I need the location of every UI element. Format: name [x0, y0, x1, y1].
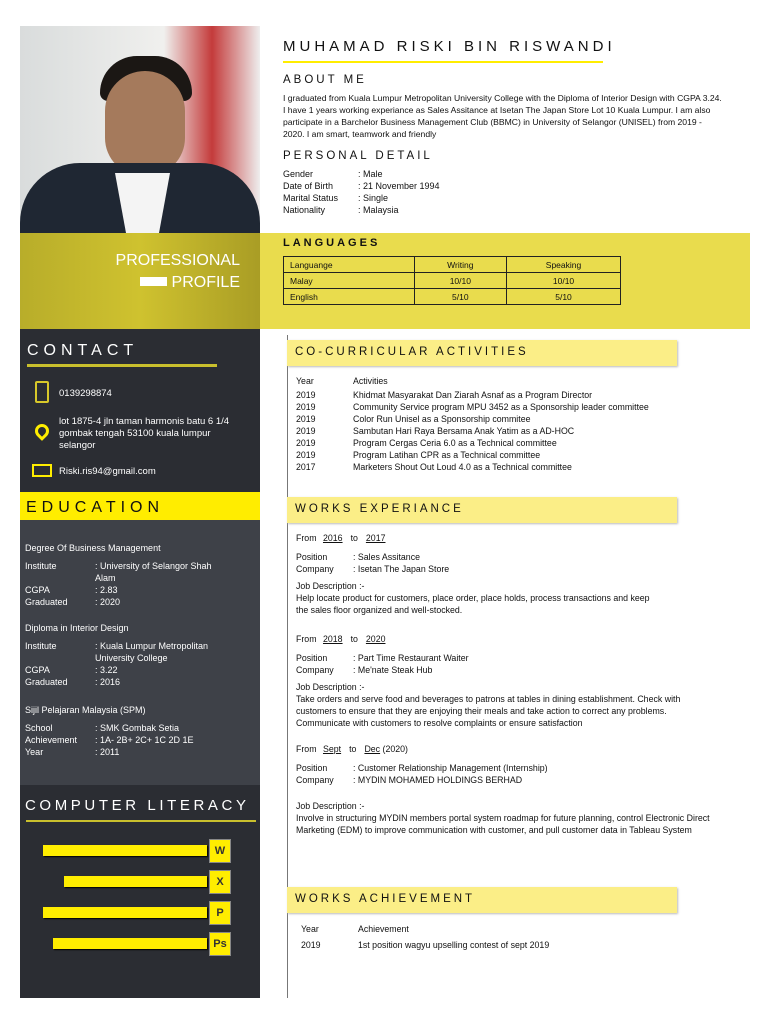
- personal-value: : Male: [358, 169, 383, 179]
- cocurricular-row: [296, 389, 649, 401]
- education-degree: Degree Of Business Management: [25, 543, 161, 553]
- skill-p-icon: P: [209, 901, 231, 925]
- cocurricular-activity: Marketers Shout Out Loud 4.0 as a Technical committee: [353, 462, 572, 472]
- cocurricular-year: 2019: [296, 426, 316, 436]
- achievement-year-header: Year: [301, 924, 319, 934]
- skill-bar-x: [64, 876, 207, 887]
- education-value: : 2020: [95, 597, 121, 607]
- profile-banner-bar: [140, 277, 167, 286]
- achievement-title: WORKS ACHIEVEMENT: [295, 893, 476, 905]
- works-header: [287, 497, 677, 523]
- work-from-label: From: [296, 634, 317, 644]
- education-value: : 2011: [95, 747, 120, 757]
- work-company-row: [296, 774, 716, 786]
- education-label: Graduated: [25, 677, 68, 687]
- work-from-label: From: [296, 744, 317, 754]
- education-label: School: [25, 723, 53, 733]
- work-position: : Customer Relationship Management (Internship): [353, 763, 548, 773]
- work-from: 2018: [322, 634, 343, 644]
- work-from: Sept: [322, 744, 342, 754]
- education-row: [25, 596, 257, 608]
- education-degree: Sijil Pelajaran Malaysia (SPM): [25, 705, 146, 715]
- full-name: MUHAMAD RISKI BIN RISWANDI: [283, 38, 616, 55]
- work-desc: Help locate product for customers, place order, place holds, process transactions and keep the sales floor organized and well-stocked.: [296, 593, 650, 615]
- personal-label: Nationality: [283, 205, 326, 215]
- work-position-label: Position: [296, 552, 328, 562]
- education-value: : 1A- 2B+ 2C+ 1C 2D 1E: [95, 735, 194, 745]
- cocurricular-title: CO-CURRICULAR ACTIVITIES: [295, 346, 529, 358]
- work-company-label: Company: [296, 564, 334, 574]
- education-degree: Diploma in Interior Design: [25, 623, 129, 633]
- education-value: : SMK Gombak Setia: [95, 723, 180, 733]
- work-to: Dec: [364, 744, 381, 754]
- education-value: : 2.83: [95, 585, 118, 595]
- cocurricular-list: [296, 375, 649, 473]
- personal-value: : 21 November 1994: [358, 181, 440, 191]
- work-desc: Involve in structuring MYDIN members portal system roadmap for future planning, control Electronic Direct Marketing (EDM) to improve communication with customer, and pull customer data in Tableau System: [296, 813, 710, 835]
- education-label: CGPA: [25, 665, 50, 675]
- work-period-extra: (2020): [380, 744, 408, 754]
- work-entry: [296, 633, 716, 729]
- work-to: 2017: [365, 533, 386, 543]
- skill-bar-ps: [53, 938, 207, 949]
- education-title: EDUCATION: [26, 499, 165, 516]
- education-value: : 3.22: [95, 665, 118, 675]
- work-company-label: Company: [296, 775, 334, 785]
- personal-row: [283, 192, 440, 204]
- work-to: 2020: [365, 634, 386, 644]
- personal-row: [283, 168, 440, 180]
- achievement-header-label: Achievement: [358, 924, 409, 934]
- languages-row: [284, 289, 621, 305]
- work-position-row: [296, 762, 716, 774]
- cocurricular-row: [296, 425, 649, 437]
- education-label: Graduated: [25, 597, 68, 607]
- education-row: [25, 584, 257, 596]
- cocurricular-header-row: [296, 375, 649, 387]
- work-period: [296, 743, 716, 755]
- work-entry: [296, 532, 716, 616]
- education-label: Achievement: [25, 735, 78, 745]
- languages-header-cell: Languange: [284, 257, 415, 273]
- achievement-year: 2019: [301, 940, 321, 950]
- skill-ps-icon: Ps: [209, 932, 231, 956]
- cocurricular-activity-header: Activities: [353, 376, 388, 386]
- education-list: [25, 542, 257, 772]
- personal-value: : Single: [358, 193, 389, 203]
- education-value: : University of Selangor Shah Alam: [95, 561, 212, 583]
- about-title: ABOUT ME: [283, 74, 367, 86]
- languages-title: LANGUAGES: [283, 237, 381, 249]
- contact-phone: 0139298874: [59, 388, 112, 399]
- cocurricular-activity: Color Run Unisel as a Sponsorship commitee: [353, 414, 531, 424]
- education-row: [25, 640, 257, 664]
- languages-header-row: [284, 257, 621, 273]
- work-position: : Part Time Restaurant Waiter: [353, 653, 469, 663]
- work-from-label: From: [296, 533, 317, 543]
- work-desc-label: Job Description :-: [296, 801, 365, 811]
- personal-label: Marital Status: [283, 193, 339, 203]
- education-row: [25, 734, 257, 746]
- phone-icon: [35, 381, 49, 403]
- profile-banner-line2: PROFILE: [171, 274, 240, 291]
- education-row: [25, 664, 257, 676]
- profile-photo: [20, 26, 260, 233]
- education-label: CGPA: [25, 585, 50, 595]
- cocurricular-row: [296, 461, 649, 473]
- education-value: : Kuala Lumpur Metropolitan University College: [95, 641, 209, 663]
- work-position-row: [296, 551, 716, 563]
- personal-row: [283, 204, 440, 216]
- languages-cell: Malay: [284, 273, 415, 289]
- cocurricular-activity: Khidmat Masyarakat Dan Ziarah Asnaf as a Program Director: [353, 390, 593, 400]
- languages-table: [283, 256, 621, 305]
- cocurricular-row: [296, 437, 649, 449]
- work-company-row: [296, 563, 716, 575]
- education-entry: [25, 542, 257, 608]
- languages-cell: English: [284, 289, 415, 305]
- education-row: [25, 676, 257, 688]
- work-company-row: [296, 664, 716, 676]
- work-to-label: to: [350, 634, 358, 644]
- cocurricular-activity: Program Latihan CPR as a Technical committee: [353, 450, 541, 460]
- personal-label: Gender: [283, 169, 314, 179]
- work-company-label: Company: [296, 665, 334, 675]
- work-desc-label: Job Description :-: [296, 581, 365, 591]
- cocurricular-year: 2019: [296, 390, 316, 400]
- education-row: [25, 722, 257, 734]
- education-entry: [25, 704, 257, 758]
- education-row: [25, 560, 257, 584]
- cocurricular-year: 2019: [296, 438, 316, 448]
- personal-value: : Malaysia: [358, 205, 399, 215]
- achievement-header-row: [301, 923, 549, 935]
- cocurricular-row: [296, 413, 649, 425]
- work-position-label: Position: [296, 653, 328, 663]
- works-list: [296, 532, 716, 850]
- contact-underline: [27, 364, 217, 367]
- education-value: : 2016: [95, 677, 121, 687]
- education-label: Institute: [25, 641, 57, 651]
- profile-banner-line1: PROFESSIONAL: [115, 252, 240, 269]
- languages-cell: 10/10: [414, 273, 506, 289]
- languages-cell: 5/10: [507, 289, 621, 305]
- work-desc-label: Job Description :-: [296, 682, 365, 692]
- cocurricular-activity: Community Service program MPU 3452 as a Sponsorship leader committee: [353, 402, 649, 412]
- skill-bar-w: [43, 845, 207, 856]
- languages-header-cell: Speaking: [507, 257, 621, 273]
- personal-label: Date of Birth: [283, 181, 334, 191]
- personal-title: PERSONAL DETAIL: [283, 150, 433, 162]
- languages-row: [284, 273, 621, 289]
- personal-row: [283, 180, 440, 192]
- education-label: Institute: [25, 561, 57, 571]
- work-position-row: [296, 652, 716, 664]
- cocurricular-year-header: Year: [296, 376, 314, 386]
- skill-bar-p: [43, 907, 207, 918]
- work-entry: [296, 743, 716, 836]
- education-row: [25, 746, 257, 758]
- work-to-label: to: [350, 533, 358, 543]
- achievement-text: 1st position wagyu upselling contest of sept 2019: [358, 940, 550, 950]
- work-period: [296, 532, 716, 544]
- achievement-row: [301, 939, 549, 951]
- computer-title: COMPUTER LITERACY: [25, 797, 250, 814]
- work-company: : Isetan The Japan Store: [353, 564, 450, 574]
- about-text: I graduated from Kuala Lumpur Metropolitan University College with the Diploma of Interior Design with CGPA 3.24. I have 1 years working experiance as Sales Assitance at Isetan The Japan Store Lot 10 Kuala Lumpur. I am also participate in a Barchelor Business Management Club (BBMC) in University of Selangor (UNISEL) from 2019 - 2020. I am smart, teamwork and friendly: [283, 93, 722, 139]
- work-period: [296, 633, 716, 645]
- work-desc: Take orders and serve food and beverages to patrons at tables in dining establishment. Check with customers to ensure that they are enjoying their meals and take action to correct any problems. Communicate with customers to resolve complaints or ensure satisfaction: [296, 694, 681, 728]
- cocurricular-year: 2019: [296, 414, 316, 424]
- cocurricular-row: [296, 401, 649, 413]
- name-underline: [283, 61, 603, 63]
- cocurricular-activity: Program Cergas Ceria 6.0 as a Technical committee: [353, 438, 557, 448]
- achievement-header: [287, 887, 677, 913]
- cocurricular-header: [287, 340, 677, 366]
- work-company: : MYDIN MOHAMED HOLDINGS BERHAD: [353, 775, 523, 785]
- computer-underline: [26, 820, 256, 822]
- languages-cell: 10/10: [507, 273, 621, 289]
- work-company: : Me'nate Steak Hub: [353, 665, 433, 675]
- cocurricular-year: 2017: [296, 462, 316, 472]
- personal-details: [283, 168, 440, 216]
- cocurricular-activity: Sambutan Hari Raya Bersama Anak Yatim as a AD-HOC: [353, 426, 575, 436]
- cocurricular-year: 2019: [296, 402, 316, 412]
- contact-email[interactable]: Riski.ris94@gmail.com: [59, 466, 156, 477]
- works-title: WORKS EXPERIANCE: [295, 503, 464, 515]
- languages-cell: 5/10: [414, 289, 506, 305]
- achievement-list: [301, 923, 549, 951]
- contact-title: CONTACT: [27, 342, 139, 359]
- work-position: : Sales Assitance: [353, 552, 420, 562]
- email-icon: [32, 464, 52, 477]
- skill-x-icon: X: [209, 870, 231, 894]
- languages-header-cell: Writing: [414, 257, 506, 273]
- contact-address: lot 1875-4 jln taman harmonis batu 6 1/4 gombak tengah 53100 kuala lumpur selangor: [59, 416, 230, 451]
- education-entry: [25, 622, 257, 688]
- cocurricular-year: 2019: [296, 450, 316, 460]
- work-to-label: to: [349, 744, 357, 754]
- work-from: 2016: [322, 533, 343, 543]
- education-label: Year: [25, 747, 44, 757]
- skill-w-icon: W: [209, 839, 231, 863]
- cocurricular-row: [296, 449, 649, 461]
- work-position-label: Position: [296, 763, 328, 773]
